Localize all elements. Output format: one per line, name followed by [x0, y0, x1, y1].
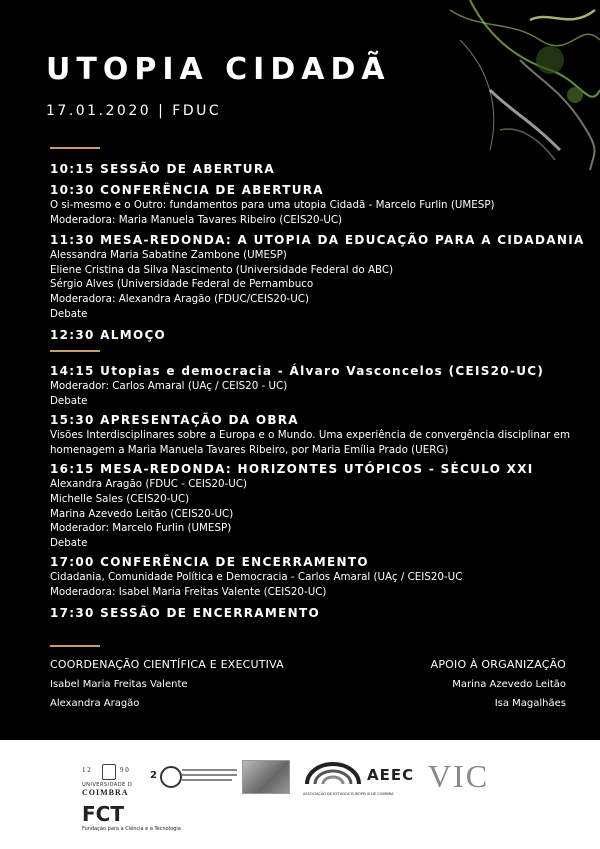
session-heading: 10:15 SESSÃO DE ABERTURA: [50, 162, 275, 176]
session-heading: 15:30 APRESENTAÇÃO DA OBRA: [50, 413, 299, 428]
session-line: Debate: [50, 536, 88, 549]
coordinator-name: Alexandra Aragão: [50, 698, 140, 709]
session-line: Moderador: Carlos Amaral (UAç / CEIS20 - UC): [50, 380, 288, 392]
divider: [50, 350, 100, 352]
fct-subtitle: Fundação para a Ciência e a Tecnologia: [82, 826, 181, 832]
uc-year-right: 9 0: [120, 766, 129, 774]
ceis20-circle-icon: [160, 766, 182, 788]
session-line: Moderadora: Alexandra Aragão (FDUC/CEIS20-UC): [50, 292, 309, 305]
coordinator-name: Isabel Maria Freitas Valente: [50, 679, 188, 690]
uc-year-left: 1 2: [82, 766, 91, 774]
uc-line2: COIMBRA: [82, 788, 129, 797]
support-name: Marina Azevedo Leitão: [452, 679, 566, 690]
uc-logo: [82, 764, 142, 804]
fct-text: FCT: [82, 802, 124, 826]
ceis20-number: 2: [150, 770, 157, 781]
coordination-heading: COORDENAÇÃO CIENTÍFICA E EXECUTIVA: [50, 658, 284, 671]
ceis20-text-line: [182, 774, 237, 776]
session-heading: 14:15 Utopias e democracia - Álvaro Vasconcelos (CEIS20-UC): [50, 364, 545, 378]
aeec-logo: [303, 762, 413, 802]
logo-strip: [0, 740, 600, 849]
program-afternoon: [50, 363, 595, 621]
session-line: Moderadora: Isabel Maria Freitas Valente (CEIS20-UC): [50, 585, 327, 598]
publication-cover-image: [242, 760, 290, 794]
session-line: O si-mesmo e o Outro: fundamentos para uma utopia Cidadã - Marcelo Furlin (UMESP): [50, 199, 495, 211]
session-line: Debate: [50, 307, 88, 320]
session-heading: 10:30 CONFERÊNCIA DE ABERTURA: [50, 183, 324, 197]
divider: [50, 645, 100, 647]
session-line: Cidadania, Comunidade Política e Democracia - Carlos Amaral (UAç / CEIS20-UC: [50, 571, 463, 584]
uc-seal-icon: [102, 764, 116, 780]
support-heading: APOIO À ORGANIZAÇÃO: [430, 658, 566, 671]
session-line: Michelle Sales (CEIS20-UC): [50, 492, 190, 505]
session-line: Moderadora: Maria Manuela Tavares Ribeiro (CEIS20-UC): [50, 213, 343, 226]
uc-line1: UNIVERSIDADE D: [82, 782, 133, 788]
aeec-subtitle: ASSOCIAÇÃO DE ESTUDOS EUROPEUS DE COIMBRA: [303, 792, 394, 796]
event-title: UTOPIA CIDADÃ: [46, 52, 391, 87]
session-line: Marina Azevedo Leitão (CEIS20-UC): [50, 507, 234, 520]
event-date-place: 17.01.2020 | FDUC: [46, 103, 222, 119]
session-text: Visões Interdisciplinares sobre a Europa e o Mundo. Uma experiência de convergência disciplinar em homenagem a Maria Manuela Tavares Ribeiro, por Maria Emília Prado (UERG): [50, 429, 571, 456]
ceis20-text-line: [182, 779, 232, 781]
session-line: Sérgio Alves (Universidade Federal de Pernambuco: [50, 278, 314, 291]
ceis20-logo: [150, 766, 240, 796]
session-heading: 12:30 ALMOÇO: [50, 328, 167, 343]
session-line: Moderador: Marcelo Furlin (UMESP): [50, 522, 232, 535]
aeec-text: AEEC: [367, 766, 415, 784]
session-heading: 16:15 MESA-REDONDA: HORIZONTES UTÓPICOS - SÉCULO XXI: [50, 462, 534, 477]
divider: [50, 147, 100, 149]
abstract-artwork: [430, 0, 600, 170]
session-heading: 17:00 CONFERÊNCIA DE ENCERRAMENTO: [50, 555, 369, 570]
session-heading: 17:30 SESSÃO DE ENCERRAMENTO: [50, 605, 320, 620]
vic-logo: VIC: [428, 758, 490, 794]
support-block: [431, 658, 566, 709]
program-morning: [50, 161, 595, 343]
session-heading: 11:30 MESA-REDONDA: A UTOPIA DA EDUCAÇÃO PARA A CIDADANIA: [50, 233, 585, 248]
coordination-block: [50, 658, 284, 709]
session-line: Alexandra Aragão (FDUC - CEIS20-UC): [50, 478, 248, 491]
fct-logo: [82, 804, 192, 844]
support-name: Isa Magalhães: [494, 698, 566, 709]
session-line: Debate: [50, 394, 88, 407]
ceis20-text-line: [182, 769, 237, 771]
parliament-icon: [303, 762, 363, 786]
session-line: Alessandra Maria Sabatine Zambone (UMESP): [50, 249, 287, 262]
session-line: Eliene Cristina da Silva Nascimento (Universidade Federal do ABC): [50, 263, 394, 276]
